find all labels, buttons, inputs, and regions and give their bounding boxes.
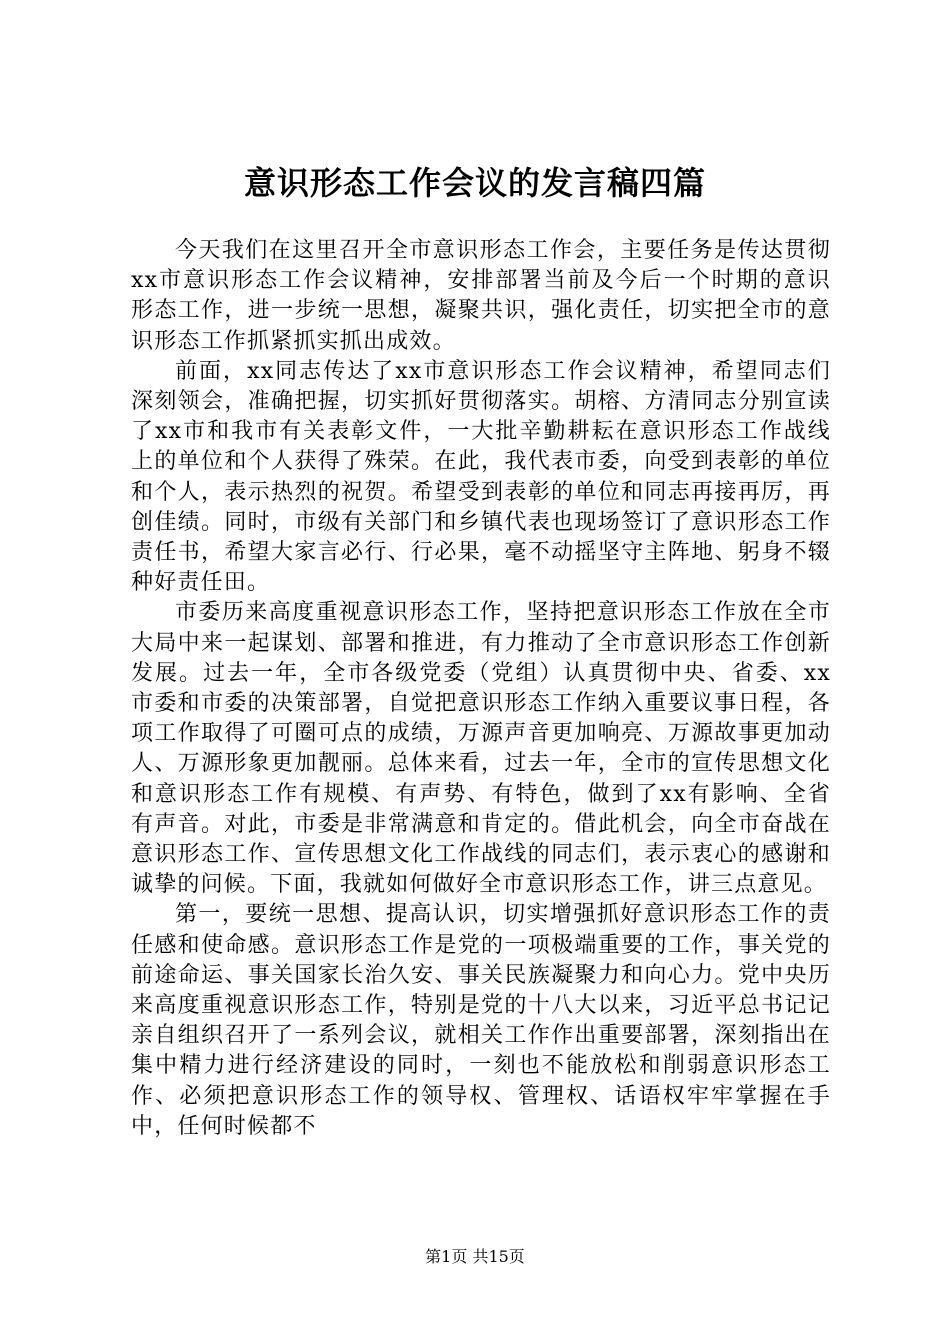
page-number-footer: 第1页 共15页 — [425, 1247, 525, 1266]
paragraph-1: 今天我们在这里召开全市意识形态工作会，主要任务是传达贯彻xx市意识形态工作会议精神，安排部署当前及今后一个时期的意识形态工作，进一步统一思想，凝聚共识，强化责任，切实把全市的意识形态工作抓紧抓实抓出成效。 — [131, 238, 831, 354]
document-title: 意识形态工作会议的发言稿四篇 — [243, 164, 706, 202]
paragraph-2: 前面，xx同志传达了xx市意识形态工作会议精神，希望同志们深刻领会，准确把握，切实抓好贯彻落实。胡榕、方清同志分别宣读了xx市和我市有关表彰文件，一大批辛勤耕耘在意识形态工作战线上的单位和个人获得了殊荣。在此，我代表市委，向受到表彰的单位和个人，表示热烈的祝贺。希望受到表彰的单位和同志再接再厉，再创佳绩。同时，市级有关部门和乡镇代表也现场签订了意识形态工作责任书，希望大家言必行、行必果，毫不动摇坚守主阵地、躬身不辍种好责任田。 — [131, 358, 831, 596]
paragraph-3: 市委历来高度重视意识形态工作，坚持把意识形态工作放在全市大局中来一起谋划、部署和推进，有力推动了全市意识形态工作创新发展。过去一年，全市各级党委（党组）认真贯彻中央、省委、xx市委和市委的决策部署，自觉把意识形态工作纳入重要议事日程，各项工作取得了可圈可点的成绩，万源声音更加响亮、万源故事更加动人、万源形象更加靓丽。总体来看，过去一年，全市的宣传思想文化和意识形态工作有规模、有声势、有特色，做到了xx有影响、全省有声音。对此，市委是非常满意和肯定的。借此机会，向全市奋战在意识形态工作、宣传思想文化工作战线的同志们，表示衷心的感谢和诚挚的问候。下面，我就如何做好全市意识形态工作，讲三点意见。 — [131, 600, 831, 898]
document-body — [131, 236, 831, 1142]
paragraph-4: 第一，要统一思想、提高认识，切实增强抓好意识形态工作的责任感和使命感。意识形态工作是党的一项极端重要的工作，事关党的前途命运、事关国家长治久安、事关民族凝聚力和向心力。党中央历来高度重视意识形态工作，特别是党的十八大以来，习近平总书记记亲自组织召开了一系列会议，就相关工作作出重要部署，深刻指出在集中精力进行经济建设的同时，一刻也不能放松和削弱意识形态工作、必须把意识形态工作的领导权、管理权、话语权牢牢掌握在手中，任何时候都不 — [131, 902, 831, 1139]
